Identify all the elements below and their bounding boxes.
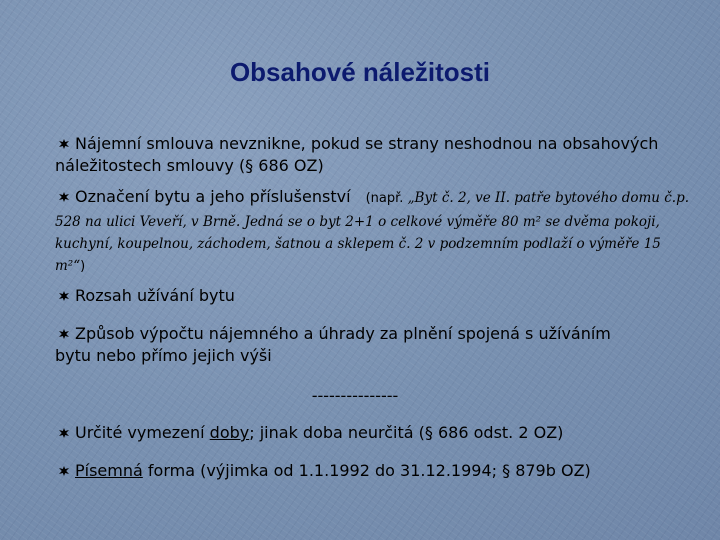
page-title: Obsahové náležitosti xyxy=(229,57,491,87)
bullet-item-3 xyxy=(55,285,695,307)
address-example: „Byt č. 2, ve II. patře bytového domu č.p. 528 na ulici Veveří, v Brně. Jedná se o byt 2+1 o celkové výměře 80 m² se dvěma pokoji, kuchyní, koupelnou, záchodem, šatnou a sklepem č. 2 v podzemním podlaží o výměře 15 m²“ xyxy=(55,190,690,274)
pinwheel-bullet-icon xyxy=(59,139,69,149)
bullet-text-4: Způsob výpočtu nájemného a úhrady za plnění spojená s užíváním bytu nebo přímo jejich výši xyxy=(55,324,611,365)
pinwheel-bullet-icon xyxy=(59,291,69,301)
pinwheel-bullet-icon xyxy=(59,192,69,202)
bullet-item-2 xyxy=(55,186,695,278)
bullet-text-5-after: ; jinak doba neurčitá (§ 686 odst. 2 OZ) xyxy=(249,423,564,442)
bullet-text-2: Označení bytu a jeho příslušenství xyxy=(75,187,351,206)
bullet-text-5-underlined: doby xyxy=(209,423,250,442)
bullet-text-3: Rozsah užívání bytu xyxy=(75,286,235,305)
pinwheel-bullet-icon xyxy=(59,428,69,438)
bullet-item-6 xyxy=(55,460,695,482)
bullet-text-5-before: Určité vymezení xyxy=(75,423,210,442)
pinwheel-bullet-icon xyxy=(59,329,69,339)
note-close: ) xyxy=(80,259,86,274)
separator: --------------- xyxy=(311,386,399,405)
bullet-text-1: Nájemní smlouva nevznikne, pokud se strany neshodnou na obsahových náležitostech smlouvy (§ 686 OZ) xyxy=(55,134,659,175)
bullet-item-1 xyxy=(55,133,695,177)
note-open: (např. xyxy=(365,191,408,206)
bullet-item-5 xyxy=(55,422,695,444)
pinwheel-bullet-icon xyxy=(59,466,69,476)
bullet-text-6-underlined: Písemná xyxy=(75,461,143,480)
bullet-text-6-after: forma (výjimka od 1.1.1992 do 31.12.1994; § 879b OZ) xyxy=(142,461,591,480)
bullet-item-4 xyxy=(55,323,615,367)
